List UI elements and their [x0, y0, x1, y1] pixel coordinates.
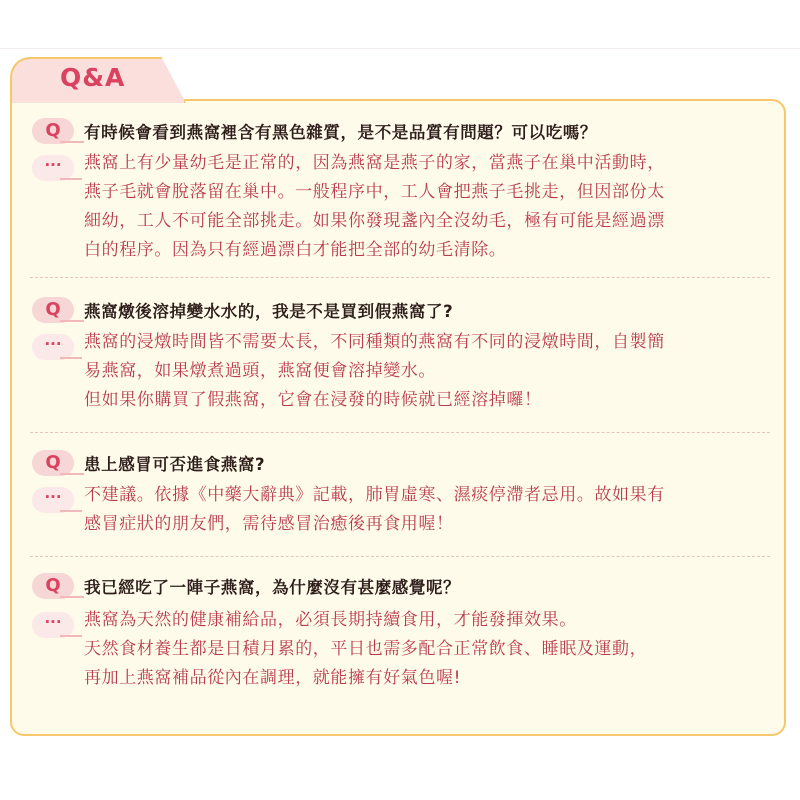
- answer-line: 但如果你購買了假燕窩，它會在浸發的時候就已經溶掉囉！: [84, 390, 542, 410]
- top-divider: [0, 48, 800, 49]
- question-text: 燕窩燉後溶掉變水水的，我是不是買到假燕窩了?: [84, 302, 454, 321]
- question-badge-icon: Q: [32, 450, 74, 476]
- answer-badge-icon: ···: [32, 155, 74, 181]
- question-badge-icon: Q: [32, 118, 74, 144]
- answer-line: 白的程序。因為只有經過漂白才能把全部的幼毛清除。: [84, 240, 507, 260]
- answer-line: 細幼，工人不可能全部挑走。如果你發現盞內全沒幼毛，極有可能是經過漂: [84, 211, 665, 231]
- dashed-divider: [30, 277, 770, 278]
- dashed-divider: [30, 432, 770, 433]
- answer-badge-icon: ···: [32, 612, 74, 638]
- answer-text: [84, 149, 764, 265]
- answer-line: 易燕窩，如果燉煮過頭，燕窩便會溶掉變水。: [84, 361, 436, 381]
- answer-line: 感冒症狀的朋友們，需待感冒治癒後再食用喔！: [84, 514, 454, 534]
- answer-line: 不建議。依據《中藥大辭典》記載，肺胃虛寒、濕痰停滯者忌用。故如果有: [84, 485, 665, 505]
- answer-badge-icon: ···: [32, 487, 74, 513]
- answer-text: [84, 481, 764, 539]
- question-text: 患上感冒可否進食燕窩?: [84, 455, 266, 474]
- answer-line: 燕窩上有少量幼毛是正常的，因為燕窩是燕子的家，當燕子在巢中活動時，: [84, 153, 665, 173]
- answer-line: 燕窩為天然的健康補給品，必須長期持續食用，才能發揮效果。: [84, 610, 577, 630]
- question-text: 我已經吃了一陣子燕窩，為什麼沒有甚麼感覺呢？: [84, 578, 461, 597]
- question-badge-icon: Q: [32, 297, 74, 323]
- answer-text: [84, 606, 764, 693]
- answer-line: 燕子毛就會脫落留在巢中。一般程序中，工人會把燕子毛挑走，但因部份太: [84, 182, 665, 202]
- answer-line: 燕窩的浸燉時間皆不需要太長，不同種類的燕窩有不同的浸燉時間，自製簡: [84, 332, 665, 352]
- dashed-divider: [30, 556, 770, 557]
- page-title: Q&A: [60, 63, 126, 92]
- answer-text: [84, 328, 764, 415]
- answer-line: 天然食材養生都是日積月累的，平日也需多配合正常飲食、睡眠及運動，: [84, 639, 648, 659]
- question-text: 有時候會看到燕窩裡含有黑色雜質，是不是品質有問題？可以吃嗎？: [84, 123, 597, 142]
- answer-line: 再加上燕窩補品從內在調理，就能擁有好氣色喔!: [84, 668, 462, 688]
- answer-badge-icon: ···: [32, 334, 74, 360]
- question-badge-icon: Q: [32, 573, 74, 599]
